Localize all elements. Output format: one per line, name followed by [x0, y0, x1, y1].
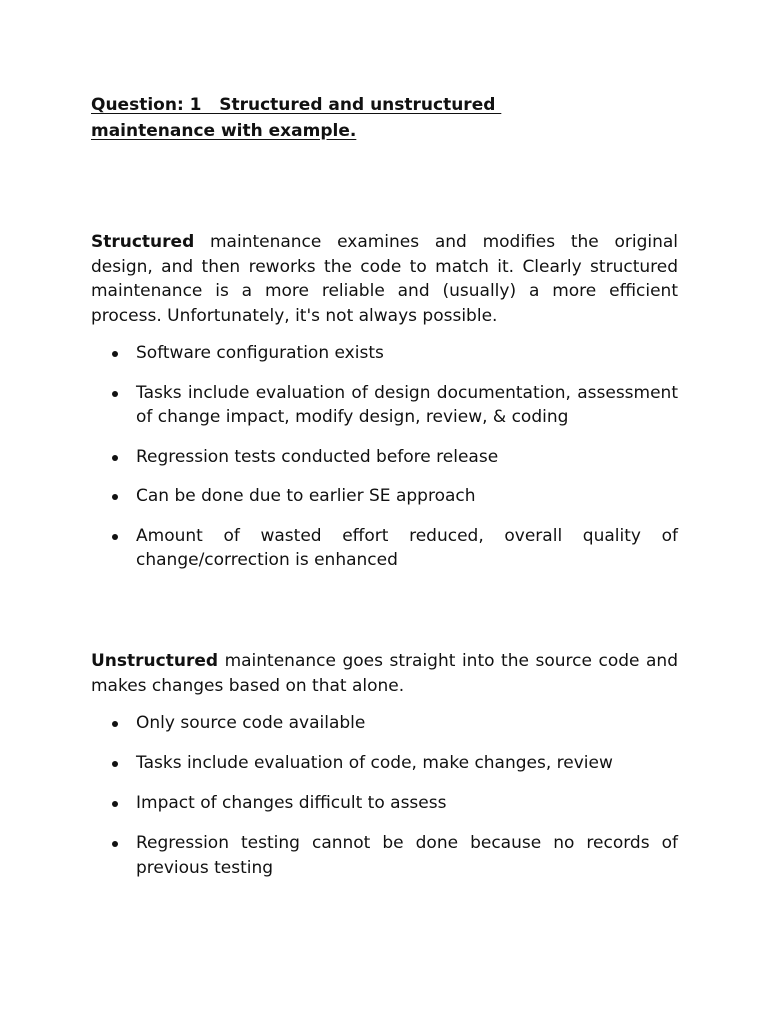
list-item-text: Regression testing cannot be done because no records of previous testing: [136, 833, 678, 878]
bullet-icon: [112, 534, 118, 540]
list-item: [91, 524, 678, 573]
structured-paragraph: [91, 230, 678, 328]
list-item-text: Can be done due to earlier SE approach: [136, 486, 476, 506]
list-item: [91, 484, 678, 509]
list-item: [91, 341, 678, 366]
list-item-text: Impact of changes difficult to assess: [136, 793, 447, 813]
list-item: [91, 791, 678, 816]
bullet-icon: [112, 761, 118, 767]
structured-bullet-list: [91, 341, 678, 588]
question-heading: [91, 92, 651, 144]
unstructured-description: maintenance goes straight into the source code and makes changes based on that alone.: [91, 651, 678, 696]
list-item: [91, 751, 678, 776]
unstructured-term: Unstructured: [91, 651, 219, 671]
list-item-text: Software configuration exists: [136, 343, 384, 363]
bullet-icon: [112, 841, 118, 847]
list-item: [91, 831, 678, 880]
list-item: [91, 445, 678, 470]
unstructured-paragraph: [91, 649, 678, 698]
bullet-icon: [112, 721, 118, 727]
list-item-text: Only source code available: [136, 713, 366, 733]
structured-term: Structured: [91, 232, 195, 252]
list-item-text: Tasks include evaluation of code, make changes, review: [136, 753, 613, 773]
question-heading-line-1: Question: 1 Structured and unstructured: [91, 95, 502, 115]
question-heading-line-2: maintenance with example.: [91, 121, 357, 141]
list-item: [91, 711, 678, 736]
bullet-icon: [112, 801, 118, 807]
unstructured-bullet-list: [91, 711, 678, 896]
bullet-icon: [112, 391, 118, 397]
structured-description: maintenance examines and modifies the original design, and then reworks the code to match it. Clearly structured maintenance is a more reliable and (usually) a more efficient process. Unfortunately, it's not always possible.: [91, 232, 678, 326]
bullet-icon: [112, 455, 118, 461]
list-item-text: Tasks include evaluation of design documentation, assessment of change impact, modify design, review, & coding: [136, 382, 678, 427]
list-item: [91, 381, 678, 430]
list-item-text: Amount of wasted effort reduced, overall quality of change/correction is enhanced: [136, 525, 678, 570]
bullet-icon: [112, 494, 118, 500]
bullet-icon: [112, 351, 118, 357]
list-item-text: Regression tests conducted before release: [136, 446, 499, 467]
